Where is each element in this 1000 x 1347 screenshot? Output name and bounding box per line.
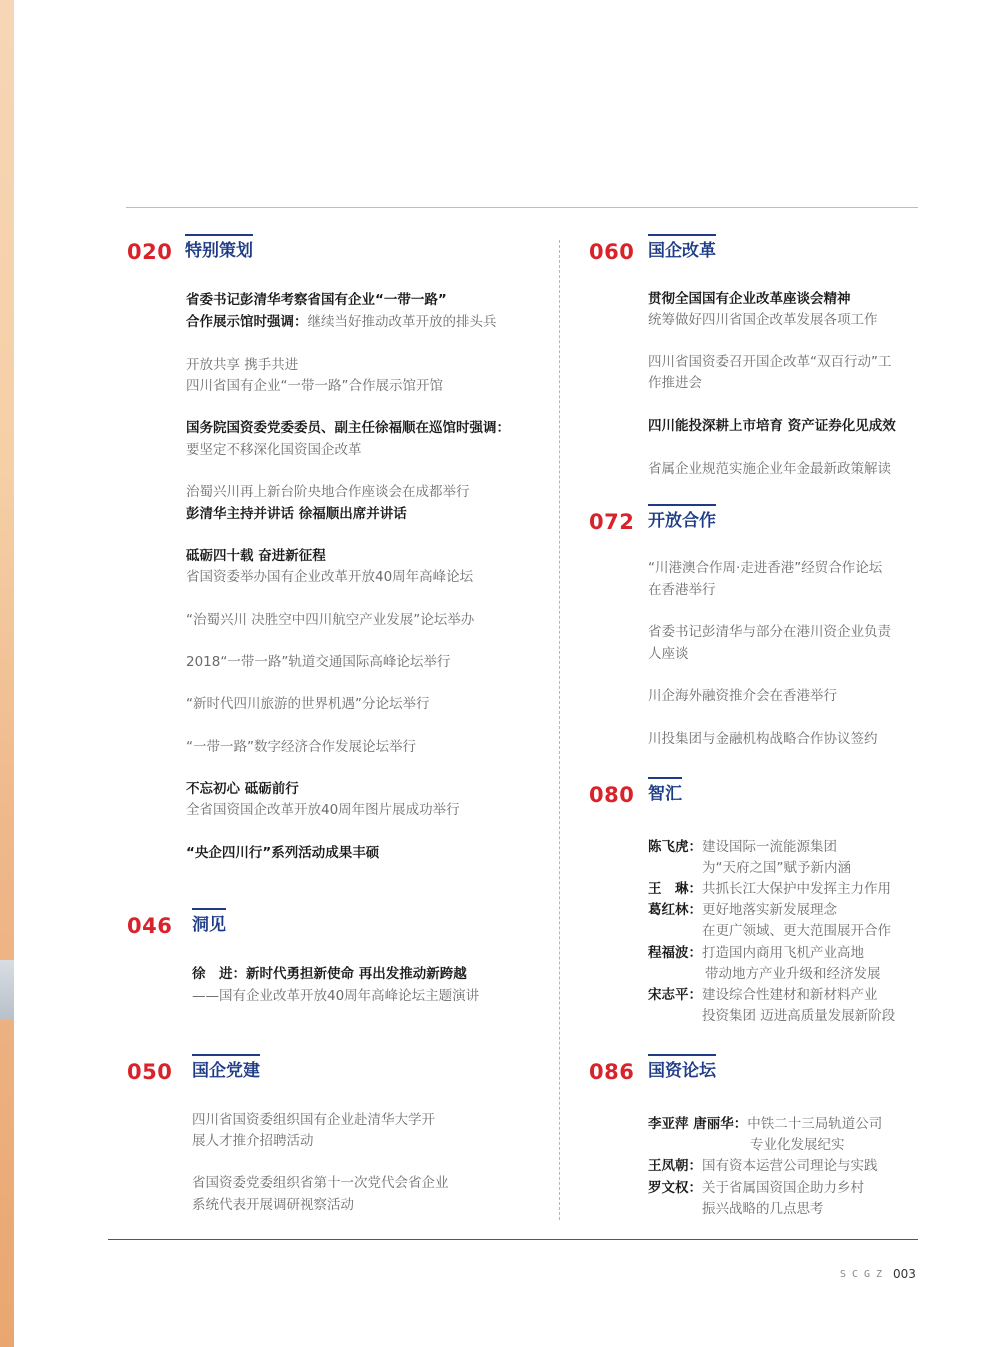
left-edge-building-image [0,960,14,1020]
toc-entry-line[interactable]: 省属企业规范实施企业年金最新政策解读 [648,461,891,477]
toc-entry-line[interactable]: 贯彻全国国有企业改革座谈会精神 [648,291,851,307]
toc-entry-line[interactable] [648,943,864,964]
toc-entry-line[interactable] [648,837,837,858]
article-title: 打造国内商用飞机产业高地 [702,945,864,961]
author-name: 程福波： [648,945,702,961]
author-name: 罗文权： [648,1180,702,1196]
toc-entry-line[interactable]: 投资集团 迈进高质量发展新阶段 [702,1008,896,1024]
section-title-forum[interactable]: 国资论坛 [648,1054,716,1081]
toc-entry-line[interactable]: 在更广领域、更大范围展开合作 [702,923,891,939]
toc-entry-line[interactable]: 川企海外融资推介会在香港举行 [648,688,837,704]
toc-entry-bold: 合作展示馆时强调： [186,314,308,330]
toc-entry-line[interactable]: 专业化发展纪实 [750,1137,845,1153]
toc-entry-line[interactable]: 2018“一带一路”轨道交通国际高峰论坛举行 [186,654,451,670]
toc-entry-line[interactable]: 国务院国资委党委委员、副主任徐福顺在巡馆时强调： [186,420,510,436]
toc-entry-line[interactable]: “一带一路”数字经济合作发展论坛举行 [186,739,416,755]
toc-entry-line[interactable]: 要坚定不移深化国资国企改革 [186,442,362,458]
article-title: 建设国际一流能源集团 [702,839,837,855]
toc-entry-line[interactable]: 川投集团与金融机构战略合作协议签约 [648,731,878,747]
toc-entry-line[interactable]: 省委书记彭清华考察省国有企业“一带一路” [186,292,447,308]
section-number-072: 072 [589,510,635,534]
toc-entry-sub: 继续当好推动改革开放的排头兵 [307,314,497,330]
bottom-divider [108,1239,918,1240]
section-number-050: 050 [127,1060,173,1084]
author-name: 李亚萍 唐丽华： [648,1116,748,1132]
section-title-party[interactable]: 国企党建 [192,1054,260,1081]
toc-entry-line[interactable]: 四川省国有企业“一带一路”合作展示馆开馆 [186,378,443,394]
top-divider [126,207,918,208]
toc-entry-line[interactable] [648,1178,864,1199]
toc-entry-line[interactable]: 省国资委党委组织省第十一次党代会省企业 [192,1175,449,1191]
section-title-insight[interactable]: 洞见 [192,908,226,935]
section-number-060: 060 [589,240,635,264]
toc-entry-line[interactable] [648,879,891,900]
toc-entry-line[interactable]: 四川省国资委召开国企改革“双百行动”工 [648,354,892,370]
toc-entry-line[interactable] [648,900,837,921]
magazine-brand: SCGZ [840,1269,889,1280]
toc-entry-line[interactable]: 不忘初心 砥砺前行 [186,781,299,797]
toc-entry-line[interactable]: ——国有企业改革开放40周年高峰论坛主题演讲 [192,988,480,1004]
toc-entry-line[interactable]: 全省国资国企改革开放40周年图片展成功举行 [186,802,460,818]
toc-entry-line[interactable]: 砥砺四十载 奋进新征程 [186,548,326,564]
column-divider [559,240,560,1220]
toc-entry-line[interactable]: 省委书记彭清华与部分在港川资企业负责 [648,624,891,640]
toc-entry-line[interactable]: 带动地方产业升级和经济发展 [705,966,881,982]
toc-entry-line[interactable]: 振兴战略的几点思考 [702,1201,824,1217]
author-name: 陈飞虎： [648,839,702,855]
section-number-020: 020 [127,240,173,264]
section-number-080: 080 [589,783,635,807]
article-title: 中铁二十三局轨道公司 [747,1116,883,1132]
toc-entry-line[interactable] [648,1156,878,1177]
toc-entry-line[interactable]: “新时代四川旅游的世界机遇”分论坛举行 [186,696,430,712]
toc-entry-line[interactable]: 统筹做好四川省国企改革发展各项工作 [648,312,878,328]
toc-entry-line[interactable]: 四川省国资委组织国有企业赴清华大学开 [192,1112,435,1128]
toc-entry-line[interactable]: 治蜀兴川再上新台阶央地合作座谈会在成都举行 [186,484,470,500]
section-title-wisdom[interactable]: 智汇 [648,777,682,804]
section-title-reform[interactable]: 国企改革 [648,234,716,261]
toc-entry-line[interactable] [648,985,878,1006]
toc-entry-line[interactable] [186,312,497,333]
toc-entry-line[interactable]: “治蜀兴川 决胜空中四川航空产业发展”论坛举办 [186,612,475,628]
toc-entry-line[interactable]: 四川能投深耕上市培育 资产证券化见成效 [648,418,896,434]
toc-entry-line[interactable]: 开放共享 携手共进 [186,357,299,373]
toc-entry-line[interactable] [648,1114,882,1135]
section-number-086: 086 [589,1060,635,1084]
article-title: 国有资本运营公司理论与实践 [702,1158,878,1174]
author-name: 葛红林： [648,902,702,918]
toc-entry-line[interactable]: 省国资委举办国有企业改革开放40周年高峰论坛 [186,569,474,585]
author-name: 宋志平： [648,987,702,1003]
section-number-046: 046 [127,914,173,938]
toc-entry-line[interactable]: “央企四川行”系列活动成果丰硕 [186,845,380,861]
author-name: 王 琳： [648,881,702,897]
article-title: 建设综合性建材和新材料产业 [702,987,878,1003]
toc-entry-line[interactable]: 作推进会 [648,375,702,391]
section-title-special[interactable]: 特别策划 [185,234,253,261]
toc-entry-line[interactable]: 彭清华主持并讲话 徐福顺出席并讲话 [186,506,407,522]
article-title: 更好地落实新发展理念 [702,902,837,918]
left-edge-decoration [0,0,14,1347]
article-title: 关于省属国资国企助力乡村 [702,1180,864,1196]
toc-entry-line[interactable]: 展人才推介招聘活动 [192,1133,314,1149]
toc-entry-line[interactable]: 在香港举行 [648,582,716,598]
toc-entry-line[interactable]: “川港澳合作周·走进香港”经贸合作论坛 [648,560,883,576]
toc-entry-line[interactable]: 人座谈 [648,646,689,662]
toc-entry-line[interactable]: 系统代表开展调研视察活动 [192,1197,354,1213]
toc-entry-line[interactable]: 徐 进：新时代勇担新使命 再出发推动新跨越 [192,966,467,982]
section-title-cooperation[interactable]: 开放合作 [648,504,716,531]
page-number: 003 [893,1267,916,1281]
article-title: 共抓长江大保护中发挥主力作用 [702,881,891,897]
author-name: 王凤朝： [648,1158,702,1174]
toc-entry-line[interactable]: 为“天府之国”赋予新内涵 [702,860,851,876]
